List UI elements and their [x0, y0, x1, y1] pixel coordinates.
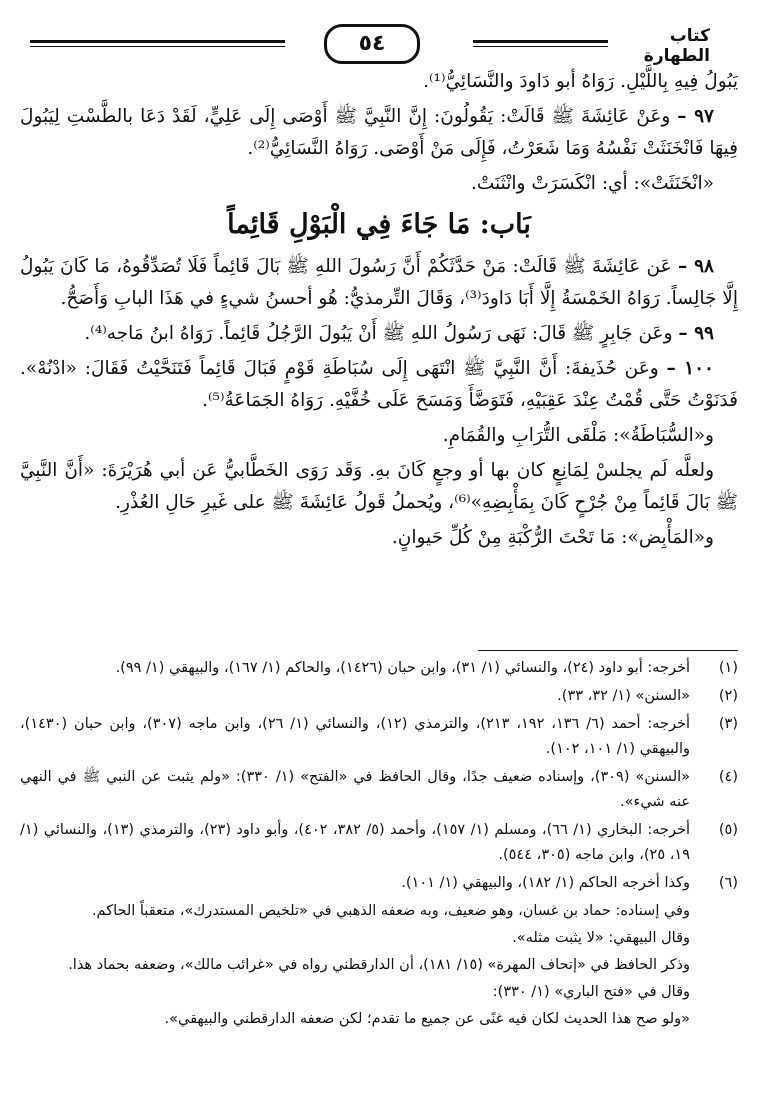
footnote-continuation: وذكر الحافظ في «إتحاف المهرة» (١٥/ ١٨١)، أن الدارقطني رواه في «غرائب مالك»، وضعفه بحماد هذا.: [68, 957, 690, 973]
gloss-subata: و«السُّبَاطَةُ»: مَلْقَى التُّرَابِ والقُمَامِ.: [442, 425, 714, 446]
footnote-separator: [478, 650, 738, 651]
header-rule-right-thin: [473, 46, 608, 47]
gloss-inkhanathat: «انْخَنَثَتْ»: أي: انْكَسَرَتْ وانْثَنَتْ.: [471, 173, 714, 194]
footnote-number: (٦): [718, 875, 738, 891]
footnote-text: أخرجه: أحمد (٦/ ١٣٦، ١٩٢، ٢١٣)، والترمذي (١٢)، والنسائي (١/ ٢٦)، وابن ماجه (٣٠٧)، وابن حبان (١٤٣٠)، والبيهقي (١/ ١٠١، ١٠٢).: [20, 716, 691, 757]
footnote-text: أخرجه: أبو داود (٢٤)، والنسائي (١/ ٣١)، وابن حبان (١٤٢٦)، والحاكم (١/ ١٦٧)، والبيهقي (١/ ٩٩).: [115, 660, 690, 676]
footnote-number: (٢): [718, 688, 738, 704]
hadith-text: وعَن جَابِرٍ ﷺ قَالَ: نَهَى رَسُولُ اللهِ ﷺ أَنْ يَبُولَ الرَّجُلُ قَائِماً. رَوَاهُ ابنُ مَاجه⁽⁴⁾.: [84, 323, 673, 344]
hadith-100: [20, 353, 738, 417]
page-number: ٥٤: [324, 24, 420, 64]
hadith-98: [20, 251, 738, 315]
hadith-99: [20, 318, 738, 350]
footnote-continuation: وقال في «فتح الباري» (١/ ٣٣٠):: [492, 984, 690, 1000]
footnote-continuation: وفي إسناده: حماد بن غسان، وهو ضعيف، وبه ضعفه الذهبي في «تلخيص المستدرك»، متعقباً الحاكم.: [91, 903, 690, 919]
hadith-number: ٩٧ –: [677, 106, 714, 127]
hadith-number: ١٠٠ –: [666, 358, 714, 379]
footnote: [20, 765, 738, 815]
header-rule-right: [473, 40, 608, 43]
footnote-text: «السنن» (١/ ٣٢، ٣٣).: [557, 688, 690, 704]
commentary: ولعلَّه لَم يجلسْ لِمَانِعٍ كان بها أو وجعٍ كَانَ بهِ. وَقَد رَوَى الخَطَّابيُّ عَن أبي هُرَيْرَةَ: «أَنَّ النَّبِيَّ ﷺ بَالَ قَائِماً مِنْ جُرْحٍ كَانَ بِمَأْبِضِهِ»⁽⁶⁾، ويُحملُ قَولُ عَائِشَةَ ﷺ على غَيرِ حَالِ العُذْرِ.: [20, 460, 738, 513]
paragraph-continuation: يَبُولُ فِيهِ بِاللَّيْلِ. رَوَاهُ أبو دَاودَ والنَّسَائِيُّ⁽¹⁾.: [423, 71, 738, 92]
footnote-continuation: وقال البيهقي: «لا يثبت مثله».: [512, 930, 690, 946]
footnote-number: (٥): [718, 822, 738, 838]
hadith-text: عَن عَائِشَةَ ﷺ قَالَتْ: مَنْ حَدَّثَكُمْ أَنَّ رَسُولَ اللهِ ﷺ بَالَ قَائِماً فَلَا تُصَدِّقُوهُ، مَا كَانَ يَبُولُ إِلَّا جَالِساً. رَوَاهُ الخَمْسَةُ إِلَّا أَبَا دَاودَ⁽³⁾، وَقَالَ التِّرمذيُّ: هُو أحسنُ شيءٍ في هَذَا البابِ وَأَصَحُّ.: [20, 256, 738, 309]
header-rule-left: [30, 40, 285, 43]
footnote-number: (١): [718, 660, 738, 676]
gloss-maabid: و«المَأْبِض»: مَا تَحْتَ الرُّكْبَةِ مِنْ كُلِّ حَيوانٍ.: [391, 527, 714, 548]
footnote-text: وكذا أخرجه الحاكم (١/ ١٨٢)، والبيهقي (١/ ١٠١).: [401, 875, 690, 891]
footnote-text: «السنن» (٣٠٩)، وإسناده ضعيف جدًا، وقال الحافظ في «الفتح» (١/ ٣٣٠): «ولم يثبت عن النبي ﷺ في النهي عنه شيء».: [20, 769, 691, 810]
footnote: [20, 871, 738, 896]
running-header-title: كتاب الطهارة: [643, 26, 710, 66]
header-rule-left-thin: [30, 46, 285, 47]
hadith-text: وعَن حُذَيفةَ: أَنَّ النَّبِيَّ ﷺ انْتَهَى إِلَى سُبَاطَةِ قَوْمٍ فَبَالَ قَائِماً فَتَنَحَّيْتُ فَقَالَ: «ادْنُهْ». فَدَنَوْتُ حَتَّى قُمْتُ عِنْدَ عَقِبَيْهِ، فَتَوَضَّأَ وَمَسَحَ عَلَى خُفَّيْهِ. رَوَاهُ الجَمَاعَةُ⁽⁵⁾.: [20, 358, 738, 411]
chapter-title: بَاب: مَا جَاءَ فِي الْبَوْلِ قَائِماً: [227, 209, 531, 240]
main-text: [20, 66, 738, 557]
hadith-number: ٩٩ –: [678, 323, 714, 344]
hadith-97: [20, 101, 738, 165]
footnotes: [20, 656, 738, 1034]
footnote-text: أخرجه: البخاري (١/ ٦٦)، ومسلم (١/ ١٥٧)، وأحمد (٥/ ٣٨٢، ٤٠٢)، وأبو داود (٢٣)، والترمذي (١٣)، والنسائي (١/ ١٩، ٢٥)، وابن ماجه (٣٠٥، ٥٤٤).: [20, 822, 690, 863]
footnote-number: (٣): [718, 716, 738, 732]
footnote: [20, 712, 738, 762]
footnote: [20, 656, 738, 681]
footnote-continuation: «ولو صح هذا الحديث لكان فيه غنًى عن جميع ما تقدم؛ لكن ضعفه الدارقطني والبيهقي».: [164, 1011, 690, 1027]
hadith-number: ٩٨ –: [677, 256, 714, 277]
footnote-number: (٤): [718, 769, 738, 785]
footnote: [20, 684, 738, 709]
footnote: [20, 818, 738, 868]
hadith-text: وعَنْ عَائِشَةَ ﷺ قَالَتْ: يَقُولُونَ: إِنَّ النَّبِيَّ ﷺ أَوْصَى إِلَى عَلِيٍّ، لَقَدْ دَعَا بالطَّسْتِ لِيَبُولَ فِيهَا فَانْخَنَثَتْ نَفْسُهُ وَمَا شَعَرْتُ، فَإِلَى مَنْ أَوْصَى. رَوَاهُ النَّسَائِيُّ⁽²⁾.: [20, 106, 738, 159]
